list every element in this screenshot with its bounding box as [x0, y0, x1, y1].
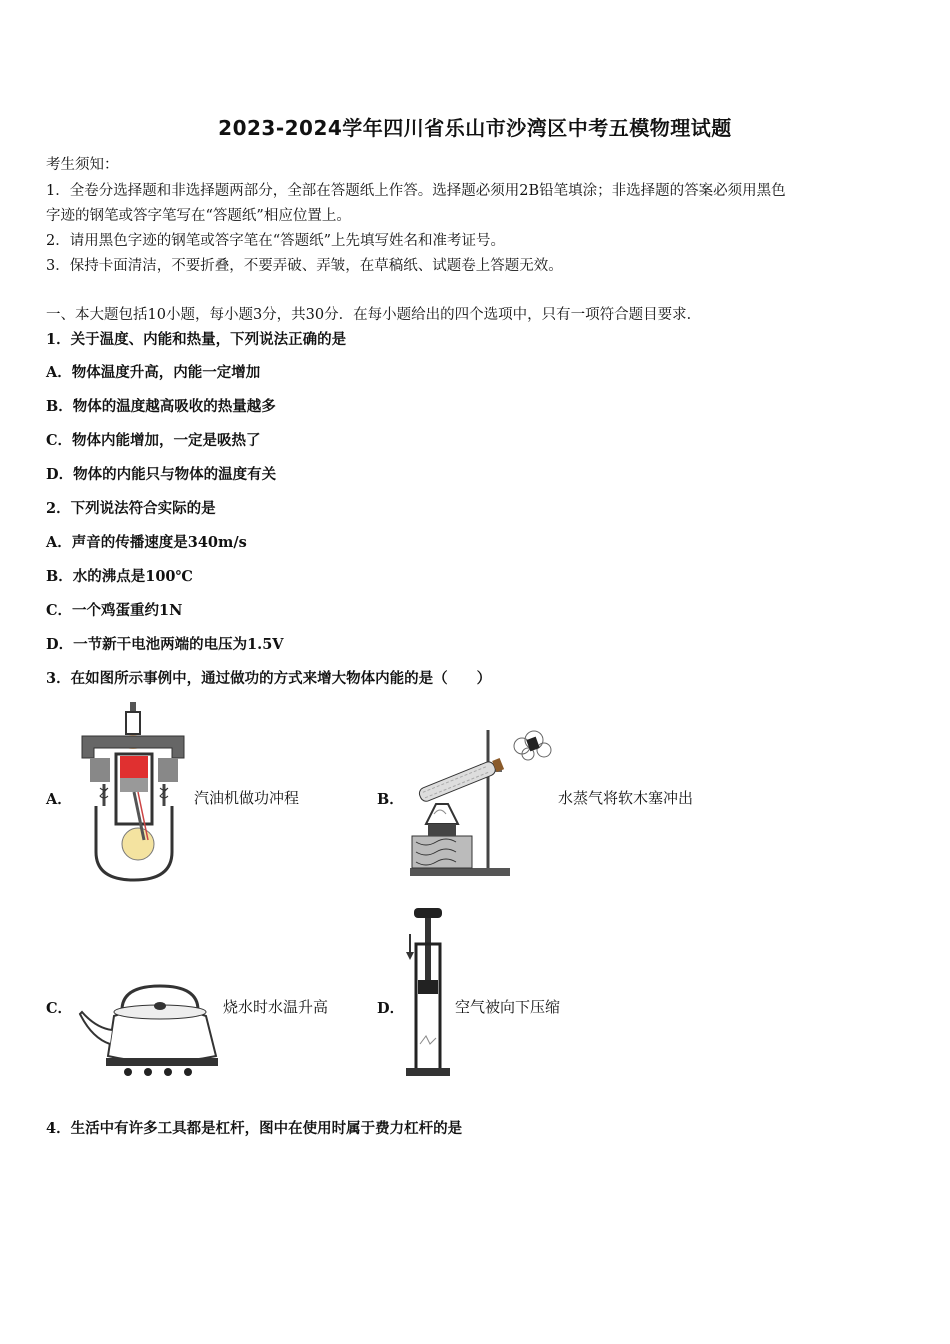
q3-option-d-caption: 空气被向下压缩: [455, 998, 561, 1016]
q3-option-a-label: A．: [46, 791, 72, 808]
q2-option-a: A．声音的传播速度是340m/s: [46, 534, 247, 551]
q1-option-d: D．物体的内能只与物体的温度有关: [46, 466, 277, 483]
steam-cork-figure: [404, 724, 554, 882]
q3-option-d-label: D．: [377, 1000, 405, 1017]
q3-option-c-caption: 烧水时水温升高: [223, 998, 329, 1016]
q3-stem: 3．在如图所示事例中，通过做功的方式来增大物体内能的是（ ）: [46, 670, 492, 687]
q4-stem: 4．生活中有许多工具都是杠杆，图中在使用时属于费力杠杆的是: [46, 1120, 463, 1137]
gasoline-engine-figure: [76, 702, 192, 882]
kettle-figure: [78, 982, 222, 1078]
notice-heading: 考生须知：: [46, 157, 119, 173]
notice-line-3: 2．请用黑色字迹的钢笔或答字笔在“答题纸”上先填写姓名和准考证号。: [46, 233, 506, 249]
q2-option-c: C．一个鸡蛋重约1N: [46, 602, 183, 619]
notice-line-1: 1．全卷分选择题和非选择题两部分，全部在答题纸上作答。选择题必须用2B铅笔填涂；非选择题的答案必须用黑色: [46, 183, 786, 199]
q2-option-d: D．一节新干电池两端的电压为1.5V: [46, 636, 284, 653]
q1-stem: 1．关于温度、内能和热量，下列说法正确的是: [46, 331, 347, 348]
q3-option-a-caption: 汽油机做功冲程: [194, 789, 300, 807]
q3-option-c-label: C．: [46, 1000, 73, 1017]
section-instructions: 一、本大题包括10小题，每小题3分，共30分．在每小题给出的四个选项中，只有一项符合题目要求．: [46, 307, 702, 323]
q3-option-b-label: B．: [377, 791, 404, 808]
notice-line-2: 字迹的钢笔或答字笔写在“答题纸”相应位置上。: [46, 208, 351, 224]
compressed-air-figure: [402, 904, 454, 1080]
page-title: 2023-2024学年四川省乐山市沙湾区中考五模物理试题: [218, 116, 732, 140]
notice-line-4: 3．保持卡面清洁，不要折叠，不要弄破、弄皱，在草稿纸、试题卷上答题无效。: [46, 258, 563, 274]
q1-option-a: A．物体温度升高，内能一定增加: [46, 364, 261, 381]
q2-option-b: B．水的沸点是100℃: [46, 568, 193, 585]
q2-stem: 2．下列说法符合实际的是: [46, 500, 216, 517]
q1-option-b: B．物体的温度越高吸收的热量越多: [46, 398, 276, 415]
q1-option-c: C．物体内能增加，一定是吸热了: [46, 432, 261, 449]
q3-option-b-caption: 水蒸气将软木塞冲出: [558, 789, 694, 807]
